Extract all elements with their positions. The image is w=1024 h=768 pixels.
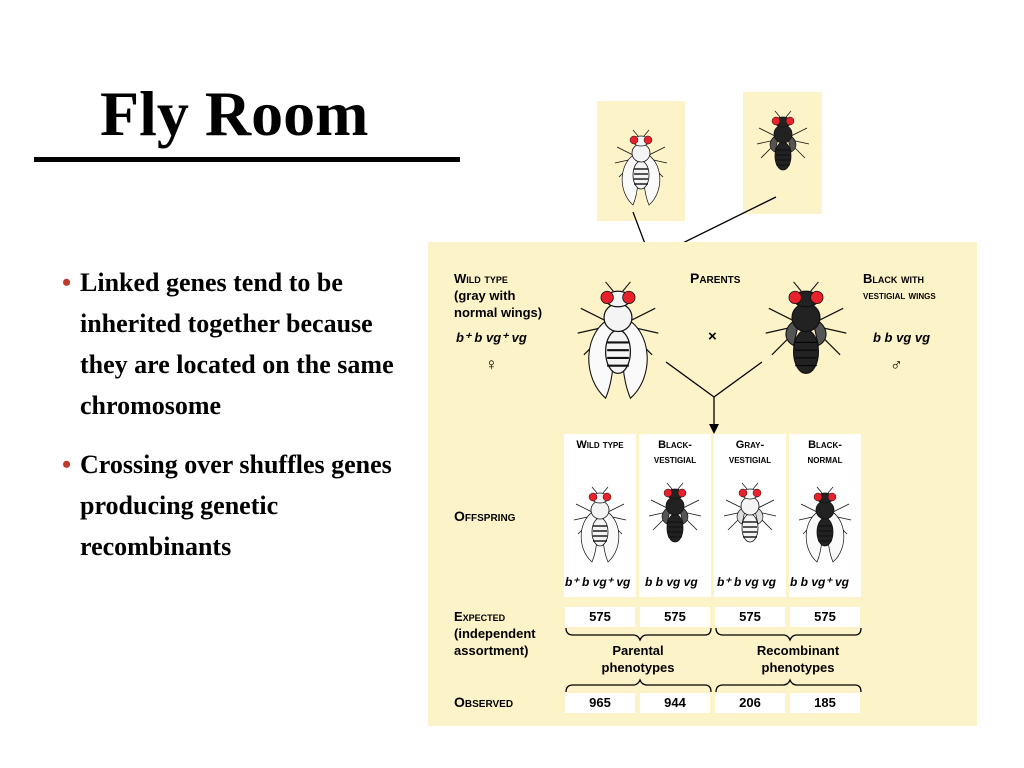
offspring-label: Offspring bbox=[454, 508, 516, 524]
offspring-name-line1: Wild type bbox=[576, 439, 624, 451]
expected-value: 575 bbox=[790, 607, 860, 627]
slide-title: Fly Room bbox=[100, 78, 369, 149]
bullet-dot-icon: • bbox=[62, 268, 72, 297]
parental-phenotypes-label bbox=[588, 642, 688, 676]
offspring-name-line1: Gray- bbox=[735, 439, 765, 451]
expected-value: 575 bbox=[565, 607, 635, 627]
offspring-genotype: b⁺ b vg vg bbox=[717, 575, 777, 589]
offspring-genotype: b⁺ b vg⁺ vg bbox=[565, 575, 631, 589]
cross-diagram-panel bbox=[428, 242, 977, 726]
observed-value: 944 bbox=[640, 693, 710, 713]
parents-label: Parents bbox=[690, 270, 741, 286]
cross-symbol: × bbox=[708, 328, 717, 345]
parental-line1: Parental bbox=[612, 643, 664, 658]
observed-value: 185 bbox=[790, 693, 860, 713]
right-parent-line1: Black with bbox=[863, 271, 924, 286]
offspring-name-line2: vestigial bbox=[653, 454, 697, 466]
offspring-name-line2: normal bbox=[807, 454, 843, 466]
observed-value: 965 bbox=[565, 693, 635, 713]
phenotype-braces bbox=[428, 242, 977, 726]
bullet-text: Linked genes tend to be inherited together because they are located on the same chromosome bbox=[80, 268, 394, 420]
recombinant-line2: phenotypes bbox=[761, 660, 835, 675]
right-parent-line2: vestigial wings bbox=[863, 288, 936, 302]
left-parent-line3: normal wings) bbox=[454, 305, 543, 320]
expected-line3: assortment) bbox=[454, 643, 529, 658]
left-parent-line2: (gray with bbox=[454, 288, 516, 303]
parental-line2: phenotypes bbox=[601, 660, 675, 675]
offspring-name-line1: Black- bbox=[808, 439, 842, 451]
expected-value: 575 bbox=[640, 607, 710, 627]
male-symbol: ♂ bbox=[890, 355, 903, 374]
left-parent-genotype: b⁺ b vg⁺ vg bbox=[456, 330, 527, 345]
recombinant-phenotypes-label bbox=[733, 642, 863, 676]
offspring-genotype: b b vg⁺ vg bbox=[790, 575, 850, 589]
offspring-name-line2: vestigial bbox=[728, 454, 772, 466]
recombinant-line1: Recombinant bbox=[756, 643, 840, 658]
offspring-genotype: b b vg vg bbox=[645, 575, 698, 589]
expected-value: 575 bbox=[715, 607, 785, 627]
expected-line1: Expected bbox=[454, 609, 506, 624]
bullet-dot-icon: • bbox=[62, 450, 72, 479]
offspring-name-line1: Black- bbox=[658, 439, 692, 451]
left-parent-line1: Wild type bbox=[454, 271, 508, 286]
female-symbol: ♀ bbox=[485, 355, 498, 374]
right-parent-genotype: b b vg vg bbox=[873, 330, 931, 345]
expected-line2: (independent bbox=[454, 626, 536, 641]
bullet-text: Crossing over shuffles genes producing genetic recombinants bbox=[80, 450, 392, 561]
observed-label: Observed bbox=[454, 694, 514, 710]
observed-value: 206 bbox=[715, 693, 785, 713]
